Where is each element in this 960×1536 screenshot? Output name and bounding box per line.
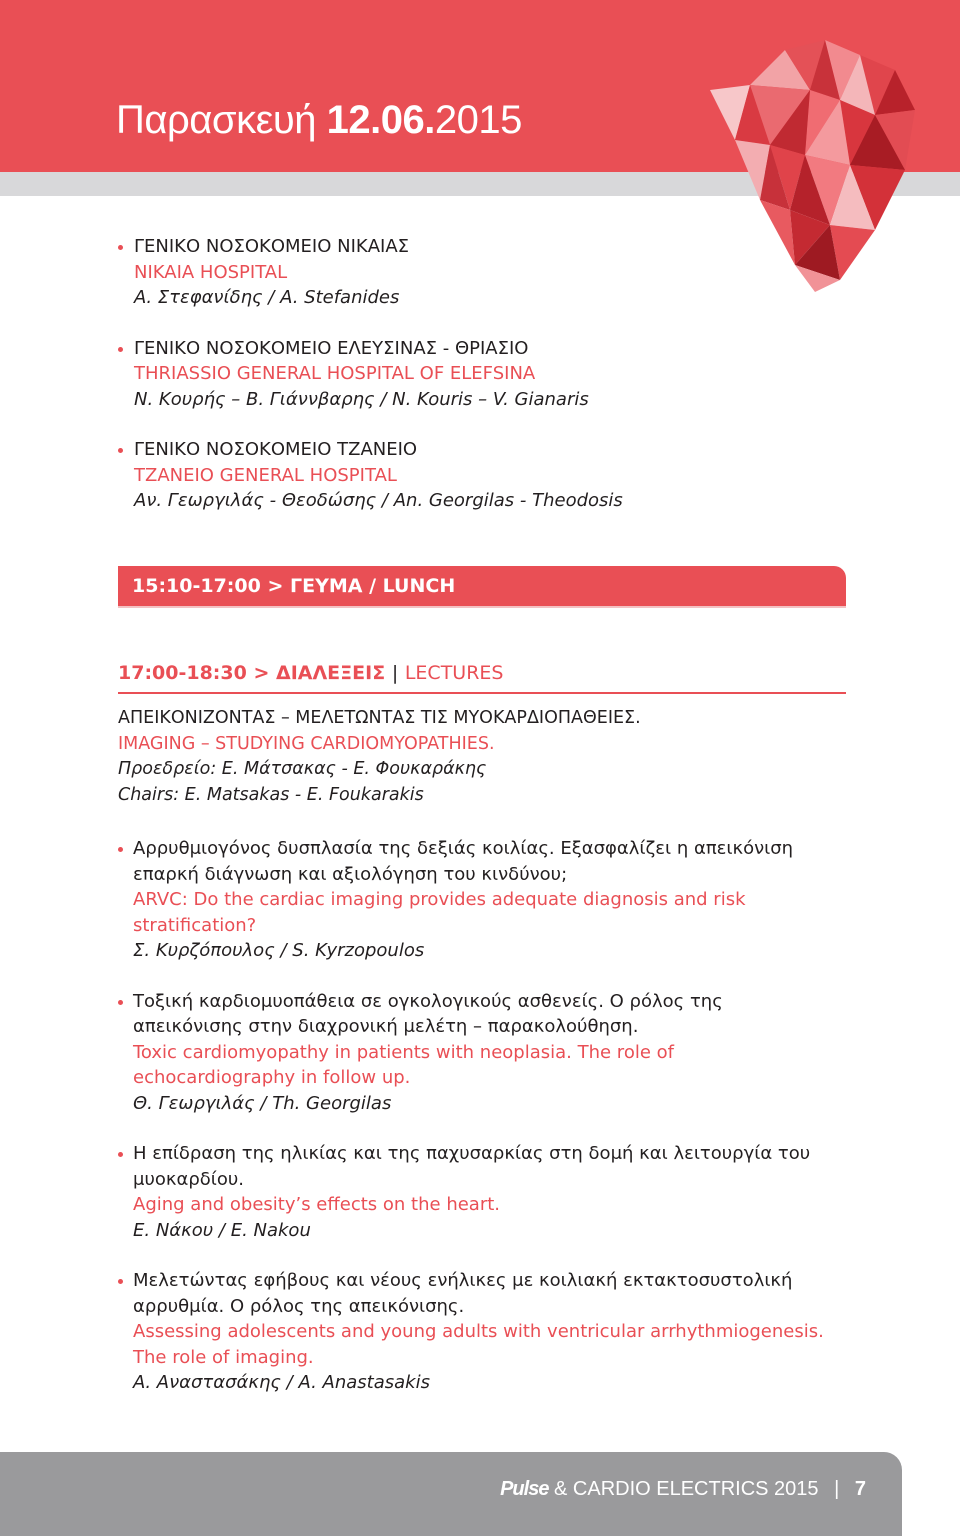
page-title xyxy=(116,100,522,140)
talk-item xyxy=(133,989,873,1117)
talk-title-en: echocardiography in follow up. xyxy=(133,1067,411,1088)
talk-speaker: Α. Αναστασάκης / A. Anastasakis xyxy=(133,1372,430,1393)
lunch-bar xyxy=(118,566,846,606)
bullet-icon xyxy=(118,847,123,852)
talk-title-en: stratification? xyxy=(133,914,257,936)
talk-title-gr: Η επίδραση της ηλικίας και της παχυσαρκίας στη δομή και λειτουργία του xyxy=(133,1143,811,1164)
bullet-icon xyxy=(118,1279,123,1284)
page-number: 7 xyxy=(854,1478,866,1500)
talk-item xyxy=(133,836,873,964)
footer-separator: | xyxy=(834,1478,840,1500)
talk-title-gr: μυοκαρδίου. xyxy=(133,1168,245,1190)
title-year: 2015 xyxy=(434,98,522,142)
talk-item xyxy=(133,1141,873,1243)
hospital-item xyxy=(118,234,878,311)
footer-brand: Pulse xyxy=(500,1478,549,1500)
hospital-name-gr: ΓΕΝΙΚΟ ΝΟΣΟΚΟΜΕΙΟ ΤΖΑΝΕΙΟ xyxy=(134,439,418,460)
hospital-name-gr: ΓΕΝΙΚΟ ΝΟΣΟΚΟΜΕΙΟ ΝΙΚΑΙΑΣ xyxy=(134,236,410,257)
talk-title-en: Assessing adolescents and young adults with ventricular arrhythmiogenesis. xyxy=(133,1321,824,1342)
bullet-icon xyxy=(118,1000,123,1005)
talk-speaker: Σ. Κυρζόπουλος / S. Kyrzopoulos xyxy=(133,940,425,961)
lunch-label: 15:10-17:00 > ΓΕΥΜΑ / LUNCH xyxy=(132,575,456,597)
hospital-list xyxy=(118,234,878,514)
footer-band xyxy=(0,1452,902,1536)
talk-speaker: Θ. Γεωργιλάς / Th. Georgilas xyxy=(133,1092,392,1114)
talk-title-en: The role of imaging. xyxy=(133,1346,314,1368)
footer-event: & CARDIO ELECTRICS 2015 xyxy=(554,1478,819,1500)
topic-gr: ΑΠΕΙΚΟΝΙΖΟΝΤΑΣ – ΜΕΛΕΤΩΝΤΑΣ ΤΙΣ ΜΥΟΚΑΡΔΙΟΠΑΘΕΙΕΣ. xyxy=(118,708,641,728)
hospital-speakers: Ν. Κουρής – Β. Γιάννβαρης / N. Kouris – V. Gianaris xyxy=(134,388,589,410)
bullet-icon xyxy=(118,448,123,453)
talk-title-en: Toxic cardiomyopathy in patients with neoplasia. The role of xyxy=(133,1041,674,1063)
lectures-time: 17:00-18:30 > ΔΙΑΛΕΞΕΙΣ xyxy=(118,662,386,684)
lectures-heading xyxy=(118,662,846,694)
talk-title-gr: επαρκή διάγνωση και αξιολόγηση του κινδύνου; xyxy=(133,863,568,885)
hospital-item xyxy=(118,336,878,413)
title-date: 12.06. xyxy=(326,98,435,142)
talk-title-en: ARVC: Do the cardiac imaging provides adequate diagnosis and risk xyxy=(133,889,746,910)
talk-title-gr: Αρρυθμιογόνος δυσπλασία της δεξιάς κοιλίας. Εξασφαλίζει η απεικόνιση xyxy=(133,838,794,859)
talk-speaker: Ε. Νάκου / E. Nakou xyxy=(133,1219,311,1241)
footer-text xyxy=(500,1478,866,1501)
talk-title-gr: απεικόνισης στην διαχρονική μελέτη – παρακολούθηση. xyxy=(133,1016,639,1037)
bullet-icon xyxy=(118,245,123,250)
talk-title-gr: Μελετώντας εφήβους και νέους ενήλικες με κοιλιακή εκτακτοσυστολική xyxy=(133,1270,793,1291)
hospital-name-en: THRIASSIO GENERAL HOSPITAL OF ELEFSINA xyxy=(134,363,536,384)
hospital-speakers: Α. Στεφανίδης / A. Stefanides xyxy=(134,287,400,308)
hospital-name-en: NIKAIA HOSPITAL xyxy=(134,261,288,283)
hospital-name-gr: ΓΕΝΙΚΟ ΝΟΣΟΚΟΜΕΙΟ ΕΛΕΥΣΙΝΑΣ - ΘΡΙΑΣΙΟ xyxy=(134,337,529,359)
hospital-item xyxy=(118,437,878,514)
bullet-icon xyxy=(118,347,123,352)
topic-en: IMAGING – STUDYING CARDIOMYOPATHIES. xyxy=(118,733,495,754)
talk-title-gr: Τοξική καρδιομυοπάθεια σε ογκολογικούς ασθενείς. Ο ρόλος της xyxy=(133,990,723,1012)
bullet-icon xyxy=(118,1152,123,1157)
lectures-intro xyxy=(118,706,641,808)
chairs-gr: Προεδρείο: Ε. Μάτσακας - Ε. Φουκαράκης xyxy=(118,759,487,779)
hospital-name-en: TZANEIO GENERAL HOSPITAL xyxy=(134,464,397,486)
lectures-separator: | xyxy=(391,662,399,684)
lectures-label: LECTURES xyxy=(404,662,504,684)
title-day: Παρασκευή xyxy=(116,98,317,142)
talk-item xyxy=(133,1268,873,1396)
chairs-en: Chairs: E. Matsakas - E. Foukarakis xyxy=(118,784,424,805)
talk-title-en: Aging and obesity’s effects on the heart. xyxy=(133,1194,501,1215)
talk-title-gr: αρρυθμία. Ο ρόλος της απεικόνισης. xyxy=(133,1295,465,1317)
hospital-speakers: Αν. Γεωργιλάς - Θεοδώσης / An. Georgilas - Theodosis xyxy=(134,490,623,511)
talk-list xyxy=(133,836,873,1421)
